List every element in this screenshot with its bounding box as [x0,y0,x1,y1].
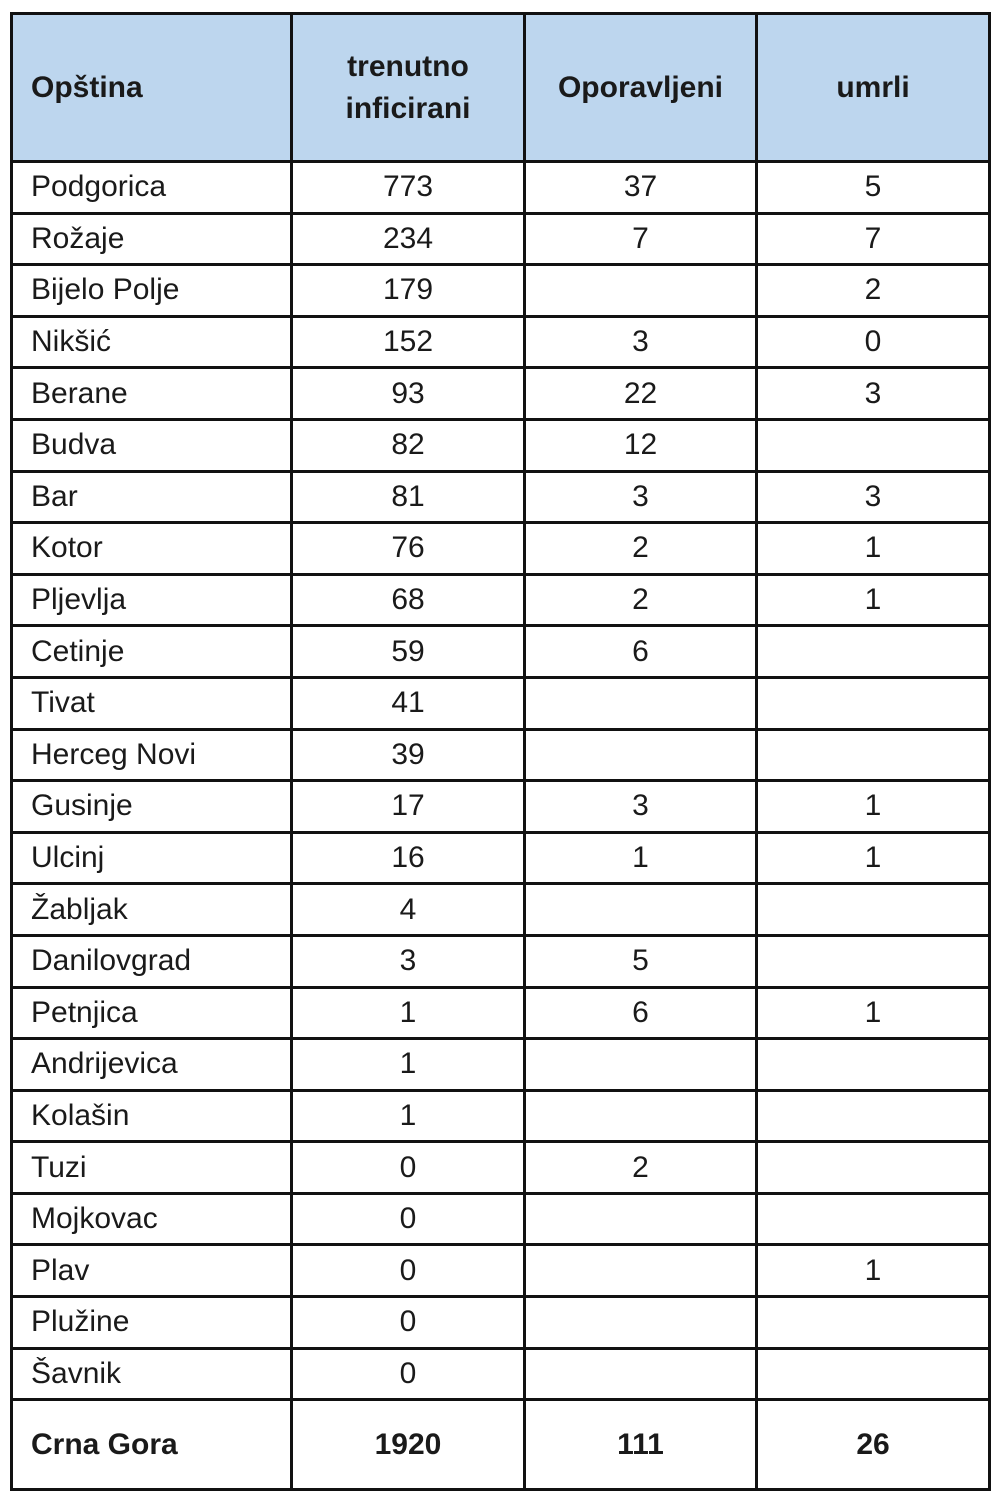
total-recovered: 111 [525,1400,757,1490]
deceased-cell [757,1348,990,1400]
recovered-cell [525,677,757,729]
municipality-cell: Pljevlja [12,574,292,626]
table-row [12,162,990,214]
infected-cell: 773 [292,162,525,214]
header-currently-infected [292,14,525,162]
infected-cell: 4 [292,884,525,936]
total-deceased: 26 [757,1400,990,1490]
recovered-cell [525,1039,757,1091]
municipality-cell: Andrijevica [12,1039,292,1091]
deceased-cell: 1 [757,832,990,884]
infected-cell: 1 [292,987,525,1039]
table-body [12,162,990,1400]
table-row [12,1090,990,1142]
municipality-cell: Tivat [12,677,292,729]
table-row [12,987,990,1039]
recovered-cell: 3 [525,316,757,368]
infected-cell: 16 [292,832,525,884]
municipality-cell: Tuzi [12,1142,292,1194]
deceased-cell: 1 [757,987,990,1039]
deceased-cell [757,729,990,781]
municipality-cell: Žabljak [12,884,292,936]
table-row [12,523,990,575]
recovered-cell: 1 [525,832,757,884]
infected-cell: 3 [292,935,525,987]
deceased-cell [757,419,990,471]
header-municipality: Opština [12,14,292,162]
infected-cell: 17 [292,781,525,833]
municipality-cell: Budva [12,419,292,471]
table-row [12,935,990,987]
municipality-cell: Plužine [12,1297,292,1349]
deceased-cell [757,626,990,678]
infected-cell: 0 [292,1348,525,1400]
header-deceased: umrli [757,14,990,162]
table-row [12,677,990,729]
deceased-cell: 1 [757,781,990,833]
infected-cell: 179 [292,265,525,317]
table-row [12,626,990,678]
table-row [12,316,990,368]
total-infected: 1920 [292,1400,525,1490]
infected-cell: 152 [292,316,525,368]
infected-cell: 39 [292,729,525,781]
table-row [12,1245,990,1297]
recovered-cell [525,1090,757,1142]
infected-cell: 59 [292,626,525,678]
deceased-cell [757,1090,990,1142]
deceased-cell: 3 [757,471,990,523]
recovered-cell: 5 [525,935,757,987]
table-row [12,265,990,317]
deceased-cell: 2 [757,265,990,317]
table-row [12,1142,990,1194]
total-row [12,1400,990,1490]
deceased-cell [757,677,990,729]
municipality-cell: Cetinje [12,626,292,678]
recovered-cell: 2 [525,1142,757,1194]
municipality-cell: Petnjica [12,987,292,1039]
deceased-cell: 1 [757,523,990,575]
infected-cell: 68 [292,574,525,626]
deceased-cell: 3 [757,368,990,420]
municipality-cell: Rožaje [12,213,292,265]
table-row [12,729,990,781]
municipality-cell: Kolašin [12,1090,292,1142]
recovered-cell: 6 [525,626,757,678]
deceased-cell [757,1297,990,1349]
recovered-cell: 3 [525,781,757,833]
municipality-cell: Nikšić [12,316,292,368]
deceased-cell [757,1193,990,1245]
deceased-cell: 1 [757,574,990,626]
infected-cell: 0 [292,1193,525,1245]
deceased-cell: 5 [757,162,990,214]
header-recovered: Oporavljeni [525,14,757,162]
recovered-cell [525,1193,757,1245]
municipality-cell: Danilovgrad [12,935,292,987]
table-row [12,419,990,471]
deceased-cell [757,884,990,936]
infected-cell: 82 [292,419,525,471]
recovered-cell: 22 [525,368,757,420]
table-row [12,1297,990,1349]
infected-cell: 41 [292,677,525,729]
recovered-cell [525,1297,757,1349]
deceased-cell [757,1039,990,1091]
infected-cell: 0 [292,1245,525,1297]
recovered-cell: 2 [525,523,757,575]
covid-municipality-table [10,12,991,1491]
municipality-cell: Bijelo Polje [12,265,292,317]
deceased-cell: 7 [757,213,990,265]
municipality-cell: Plav [12,1245,292,1297]
infected-cell: 93 [292,368,525,420]
recovered-cell [525,884,757,936]
recovered-cell [525,1348,757,1400]
table-row [12,471,990,523]
municipality-cell: Ulcinj [12,832,292,884]
deceased-cell [757,1142,990,1194]
deceased-cell: 0 [757,316,990,368]
table-row [12,1039,990,1091]
table-row [12,1348,990,1400]
table-row [12,213,990,265]
recovered-cell: 37 [525,162,757,214]
recovered-cell: 2 [525,574,757,626]
table-row [12,1193,990,1245]
recovered-cell: 6 [525,987,757,1039]
infected-cell: 1 [292,1090,525,1142]
header-row [12,14,990,162]
table-row [12,884,990,936]
infected-cell: 0 [292,1297,525,1349]
recovered-cell [525,1245,757,1297]
table-row [12,781,990,833]
recovered-cell [525,265,757,317]
municipality-cell: Herceg Novi [12,729,292,781]
recovered-cell: 12 [525,419,757,471]
municipality-cell: Mojkovac [12,1193,292,1245]
table-row [12,574,990,626]
table-row [12,368,990,420]
municipality-cell: Kotor [12,523,292,575]
infected-cell: 76 [292,523,525,575]
deceased-cell: 1 [757,1245,990,1297]
header-currently-infected-line2: inficirani [345,91,471,125]
deceased-cell [757,935,990,987]
infected-cell: 1 [292,1039,525,1091]
table-row [12,832,990,884]
municipality-cell: Podgorica [12,162,292,214]
municipality-cell: Berane [12,368,292,420]
recovered-cell: 3 [525,471,757,523]
header-currently-infected-line1: trenutno [347,49,469,83]
infected-cell: 234 [292,213,525,265]
municipality-cell: Šavnik [12,1348,292,1400]
municipality-cell: Bar [12,471,292,523]
recovered-cell [525,729,757,781]
municipality-cell: Gusinje [12,781,292,833]
infected-cell: 0 [292,1142,525,1194]
recovered-cell: 7 [525,213,757,265]
total-label: Crna Gora [12,1400,292,1490]
infected-cell: 81 [292,471,525,523]
